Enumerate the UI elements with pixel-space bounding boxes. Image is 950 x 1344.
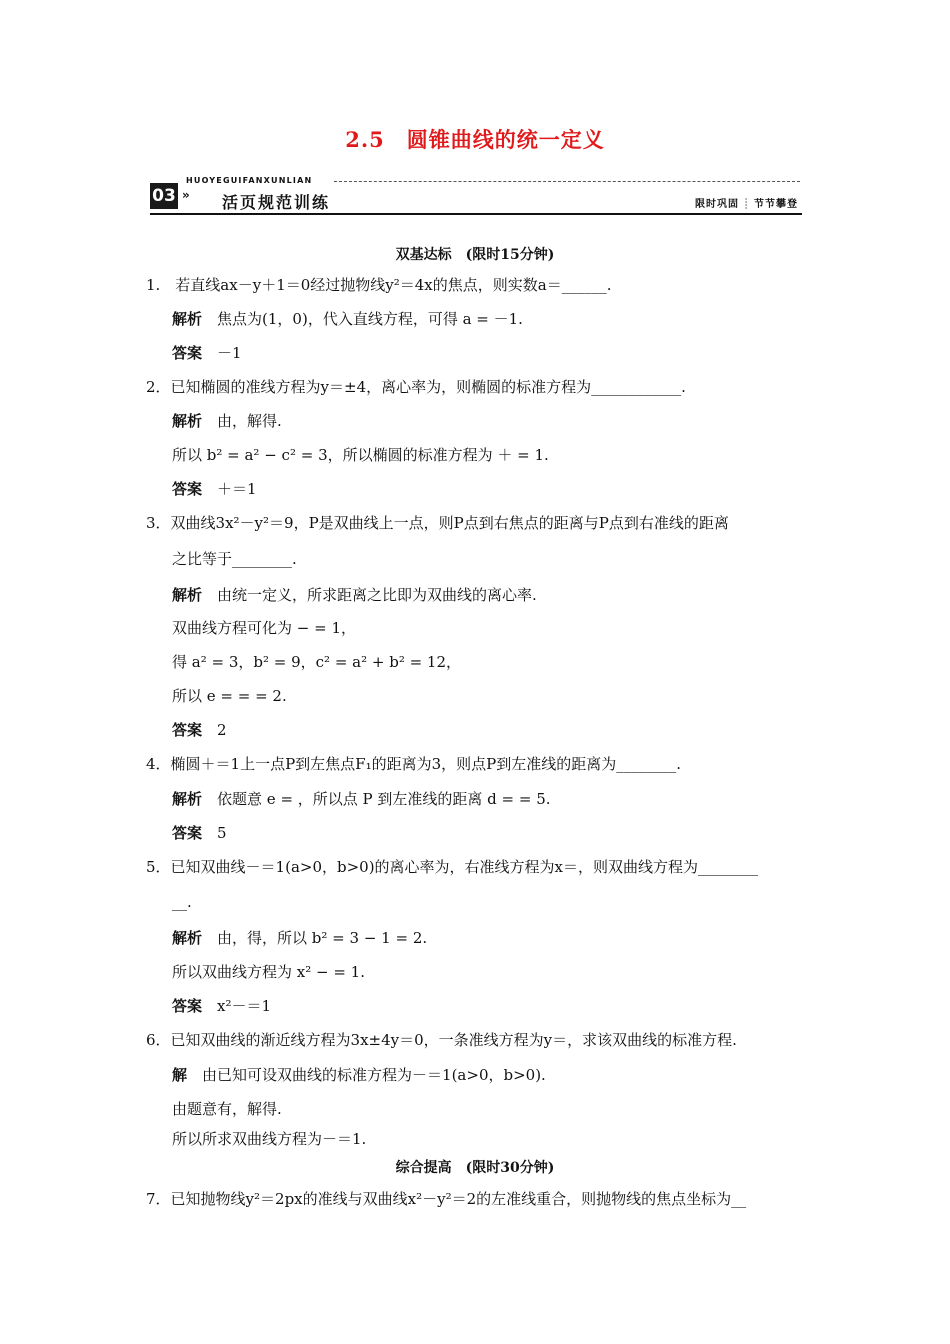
banner-right-a: 限时巩固 xyxy=(694,199,739,210)
analysis-5-line-2: 所以双曲线方程为 x² − = 1. xyxy=(172,963,365,981)
question-5-continued: __. xyxy=(172,893,192,911)
analysis-3-line-2: 双曲线方程可化为 − = 1， xyxy=(172,619,356,637)
analysis-2: 解析 由，解得. xyxy=(172,412,282,430)
answer-5: 答案 x²－＝1 xyxy=(172,997,272,1015)
banner-right-b: 节节攀登 xyxy=(754,199,798,210)
analysis-2-line-2: 所以 b² = a² − c² = 3，所以椭圆的标准方程为 ＋ = 1. xyxy=(172,446,549,464)
banner-dashed-rule xyxy=(334,181,800,182)
analysis-4: 解析 依题意 e = ，所以点 P 到左准线的距离 d = = 5. xyxy=(172,790,551,808)
section-heading-advanced: 综合提高 (限时30分钟) xyxy=(395,1160,555,1176)
question-3-continued: 之比等于________. xyxy=(172,550,297,568)
banner-right xyxy=(695,195,798,210)
question-3: 3．双曲线3x²－y²＝9，P是双曲线上一点，则P点到右焦点的距离与P点到右准线的距离 xyxy=(146,514,729,532)
question-1: 1. 若直线ax－y＋1＝0经过抛物线y²＝4x的焦点，则实数a＝______. xyxy=(146,276,612,294)
analysis-1: 解析 焦点为(1，0)，代入直线方程，可得 a = －1. xyxy=(172,310,523,328)
banner-rule xyxy=(150,213,802,215)
banner-label: 活页规范训练 xyxy=(222,193,331,212)
banner-separator: ┊ xyxy=(742,199,750,210)
banner-number: 03 xyxy=(150,183,178,209)
analysis-3-line-3: 得 a² = 3，b² = 9，c² = a² + b² = 12， xyxy=(172,653,462,671)
solution-6: 解 由已知可设双曲线的标准方程为－＝1(a>0，b>0). xyxy=(172,1066,546,1084)
question-5: 5．已知双曲线－＝1(a>0，b>0)的离心率为，右准线方程为x＝，则双曲线方程为________ xyxy=(146,858,759,876)
page-title xyxy=(0,124,950,154)
title-text: 圆锥曲线的统一定义 xyxy=(406,127,605,152)
analysis-5: 解析 由，得，所以 b² = 3 − 1 = 2. xyxy=(172,929,428,947)
question-6: 6．已知双曲线的渐近线方程为3x±4y＝0，一条准线方程为y＝，求该双曲线的标准方程. xyxy=(146,1031,737,1049)
answer-1: 答案 －1 xyxy=(172,344,242,362)
section-heading-basic: 双基达标 (限时15分钟) xyxy=(395,247,555,263)
title-number: 2.5 xyxy=(345,127,385,152)
answer-4: 答案 5 xyxy=(172,824,227,842)
analysis-3: 解析 由统一定义，所求距离之比即为双曲线的离心率. xyxy=(172,586,537,604)
question-7: 7．已知抛物线y²＝2px的准线与双曲线x²－y²＝2的左准线重合，则抛物线的焦点坐标为__ xyxy=(146,1190,747,1208)
answer-3: 答案 2 xyxy=(172,721,227,739)
analysis-3-line-4: 所以 e = = = 2. xyxy=(172,687,287,705)
solution-6-line-3: 所以所求双曲线方程为－＝1. xyxy=(172,1130,367,1148)
answer-2: 答案 ＋＝1 xyxy=(172,480,257,498)
solution-6-line-2: 由题意有，解得. xyxy=(172,1100,282,1118)
double-chevron-icon: » xyxy=(182,188,190,202)
question-4: 4．椭圆＋＝1上一点P到左焦点F₁的距离为3，则点P到左准线的距离为________. xyxy=(146,755,682,773)
section-banner xyxy=(150,176,802,216)
banner-pinyin: HUOYEGUIFANXUNLIAN xyxy=(186,176,313,185)
question-2: 2．已知椭圆的准线方程为y＝±4，离心率为，则椭圆的标准方程为____________. xyxy=(146,378,686,396)
